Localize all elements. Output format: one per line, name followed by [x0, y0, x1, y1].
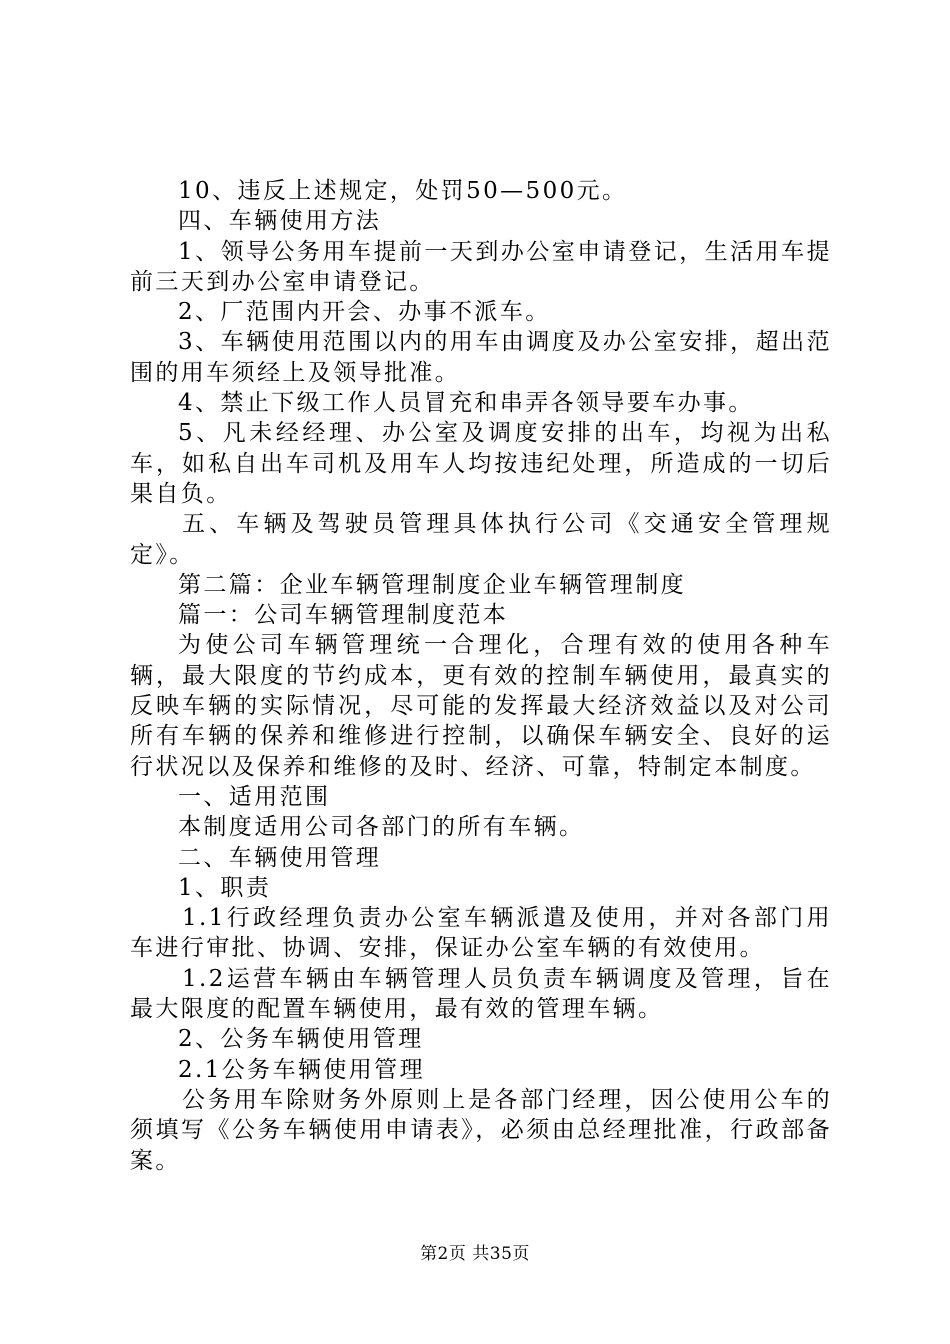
heading-driver-management: 五、车辆及驾驶员管理具体执行公司《交通安全管理规定》。	[130, 511, 832, 568]
heading-scope: 一、适用范围	[178, 783, 331, 810]
paragraph-responsibility-1-1: 1.1行政经理负责办公室车辆派遣及使用，并对各部门用车进行审批、协调、安排，保证办公室车辆的有效使用。	[130, 905, 832, 962]
paragraph-official-vehicle-rule: 公务用车除财务外原则上是各部门经理，因公使用公车的须填写《公务车辆使用申请表》，必须由总经理批准，行政部备案。	[130, 1086, 832, 1174]
paragraph-purpose: 为使公司车辆管理统一合理化，合理有效的使用各种车辆，最大限度的节约成本，更有效的控制车辆使用，最真实的反映车辆的实际情况，尽可能的发挥最大经济效益以及对公司所有车辆的保养和维修进行控制，以确保车辆安全、良好的运行状况以及保养和维修的及时、经济、可靠，特制定本制度。	[130, 632, 832, 780]
page-footer	[0, 1242, 950, 1266]
heading-vehicle-usage-method: 四、车辆使用方法	[178, 208, 382, 235]
page-number-label: 第2页 共35页	[420, 1244, 530, 1264]
heading-usage-management: 二、车辆使用管理	[178, 844, 382, 871]
paragraph-responsibility-1-2: 1.2运营车辆由车辆管理人员负责车辆调度及管理，旨在最大限度的配置车辆使用，最有效的管理车辆。	[130, 965, 832, 1023]
heading-part-one: 篇一：公司车辆管理制度范本	[178, 602, 509, 629]
heading-responsibilities: 1、职责	[178, 874, 272, 901]
paragraph-usage-3: 3、车辆使用范围以内的用车由调度及办公室安排，超出范围的用车须经上及领导批准。	[130, 329, 832, 386]
paragraph-scope: 本制度适用公司各部门的所有车辆。	[178, 814, 585, 841]
paragraph-usage-2: 2、厂范围内开会、办事不派车。	[178, 299, 551, 326]
document-body	[130, 176, 832, 1176]
paragraph-usage-1: 1、领导公务用车提前一天到办公室申请登记，生活用车提前三天到办公室申请登记。	[130, 238, 832, 295]
heading-official-vehicle-management-2-1: 2.1公务车辆使用管理	[178, 1056, 425, 1083]
paragraph-usage-4: 4、禁止下级工作人员冒充和串弄各领导要车办事。	[178, 390, 754, 417]
paragraph-penalty-rule: 10、违反上述规定，处罚50—500元。	[178, 178, 628, 204]
paragraph-usage-5: 5、凡未经经理、办公室及调度安排的出车，均视为出私车，如私自出车司机及用车人均按违纪处理，所造成的一切后果自负。	[130, 420, 832, 507]
heading-official-vehicle-management: 2、公务车辆使用管理	[178, 1026, 424, 1053]
heading-chapter-two: 第二篇：企业车辆管理制度企业车辆管理制度	[178, 571, 686, 598]
